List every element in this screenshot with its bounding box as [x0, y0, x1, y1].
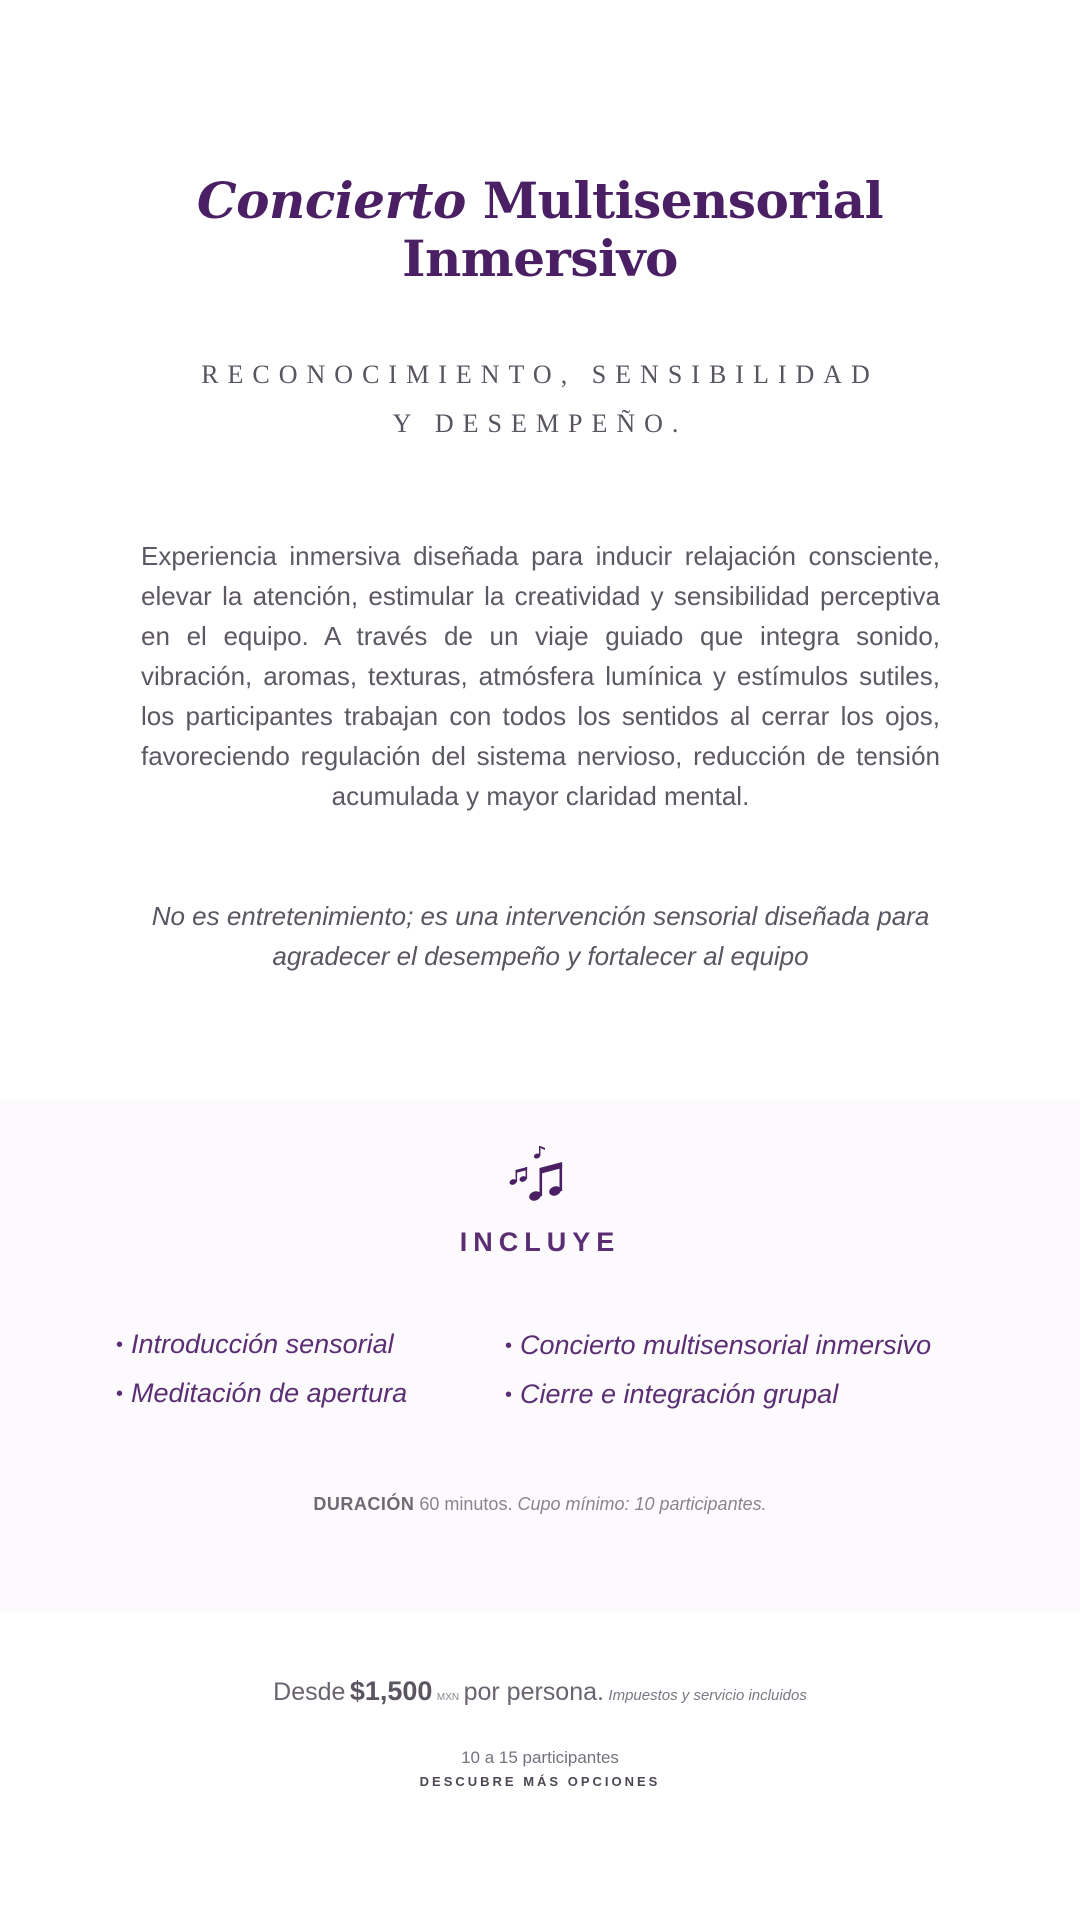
price-line [0, 1676, 1080, 1707]
price-amount: $1,500 [349, 1676, 433, 1706]
duration-value: 60 minutos. [419, 1494, 513, 1514]
title-line2: Inmersivo [402, 229, 678, 288]
bullet: • [116, 1383, 124, 1405]
subtitle [0, 350, 1080, 448]
music-notes-icon [508, 1144, 570, 1204]
price-prefix: Desde [273, 1678, 346, 1706]
capacity-note: Cupo mínimo: 10 participantes. [517, 1494, 767, 1514]
bullet: • [116, 1334, 124, 1356]
list-item [116, 1369, 407, 1418]
title-rest: Multisensorial [482, 171, 884, 230]
list-item-label: Cierre e integración grupal [520, 1379, 839, 1409]
quote-text: No es entretenimiento; es una intervención sensorial diseñada para agradecer el desempeño y fortalecer al equipo [151, 901, 930, 971]
page-title [0, 172, 1080, 288]
includes-list-right [505, 1321, 931, 1419]
list-item-label: Meditación de apertura [131, 1378, 408, 1408]
bullet: • [505, 1335, 513, 1357]
description-text: Experiencia inmersiva diseñada para inducir relajación consciente, elevar la atención, estimular la creatividad y sensibilidad perceptiva en el equipo. A través de un viaje guiado que integra sonido, vibración, aromas, texturas, atmósfera lumínica y estímulos sutiles, los participantes trabajan con todos los sentidos al cerrar los ojos, favoreciendo regulación del sistema nervioso, reducción de tensión acumulada y mayor claridad mental. [141, 541, 940, 811]
subtitle-line2: Y DESEMPEÑO. [392, 409, 688, 438]
list-item-label: Concierto multisensorial inmersivo [520, 1330, 932, 1360]
list-item [505, 1370, 931, 1419]
subtitle-line1: RECONOCIMIENTO, SENSIBILIDAD [201, 360, 879, 389]
bullet: • [505, 1384, 513, 1406]
participants-range: 10 a 15 participantes [461, 1748, 619, 1767]
price-note: Impuestos y servicio incluidos [608, 1687, 807, 1704]
price-currency: MXN [436, 1692, 460, 1703]
more-options-link[interactable]: DESCUBRE MÁS OPCIONES [419, 1774, 661, 1789]
includes-list-left [116, 1320, 407, 1418]
list-item-label: Introducción sensorial [131, 1329, 394, 1359]
title-italic: Concierto [196, 171, 466, 230]
duration-info [0, 1494, 1080, 1515]
duration-label: DURACIÓN [313, 1494, 415, 1514]
includes-heading: INCLUYE [459, 1227, 621, 1257]
price-per: por persona. [463, 1678, 604, 1706]
list-item [505, 1321, 931, 1370]
list-item [116, 1320, 407, 1369]
